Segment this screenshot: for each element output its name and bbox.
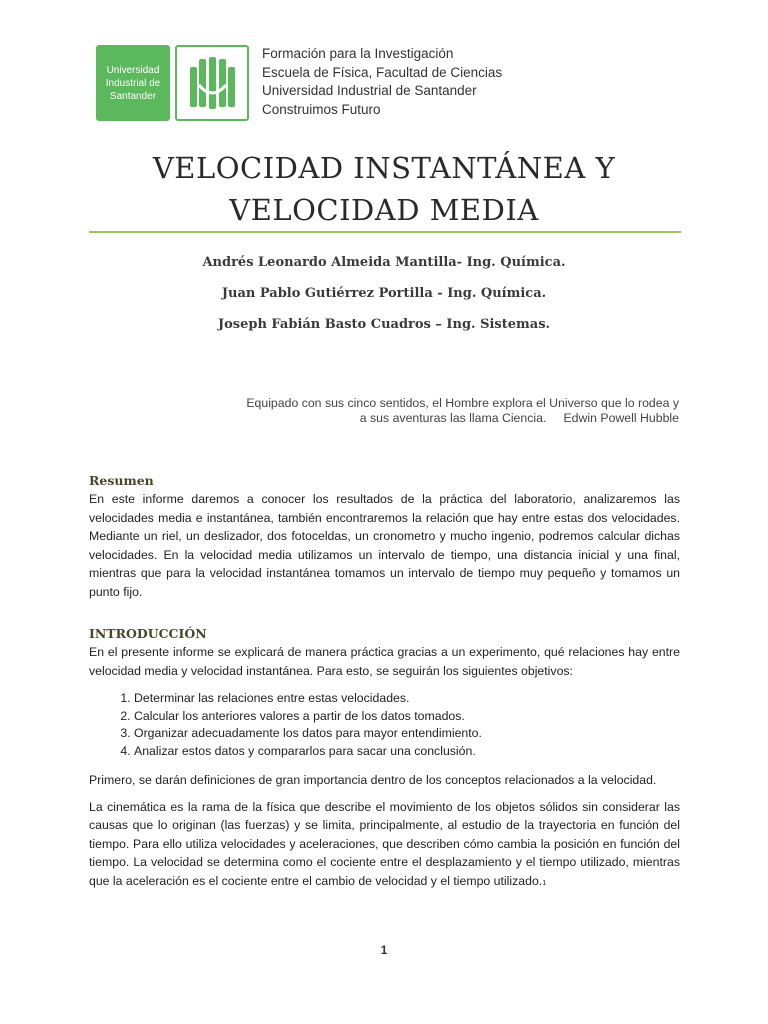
objective-item: 2. Calcular los anteriores valores a partir de los datos tomados. — [134, 708, 680, 726]
body-content — [89, 472, 680, 893]
page-number: 1 — [380, 943, 388, 957]
objective-item: 4. Analizar estos datos y compararlos para sacar una conclusión. — [134, 743, 680, 761]
header-line: Universidad Industrial de Santander — [262, 83, 477, 99]
introduction-text: En el presente informe se explicará de manera práctica gracias a un experimento, qué relaciones hay entre velocidad media y velocidad instantánea. Para esto, se seguirán los siguientes objetivos: — [89, 645, 680, 678]
footnote-reference[interactable]: 1 — [542, 879, 547, 887]
author: Joseph Fabián Basto Cuadros – Ing. Sistemas. — [217, 317, 551, 332]
logo-text-line: Industrial de — [105, 77, 161, 89]
uis-mark-icon — [185, 53, 239, 113]
abstract-text: En este informe daremos a conocer los resultados de la práctica del laboratorio, analizaremos las velocidades media e instantánea, también encontraremos la relación que hay entre estas dos velocidades. Mediante un riel, un deslizador, dos fotoceldas, un cronometro y mucho ingenio, podremos calcular dichas velocidades. En la velocidad media utilizamos un intervalo de tiempo, una distancia inicial y una final, mientras que para la velocidad instantánea tomamos un intervalo de tiempo muy pequeño y tomamos un punto fijo. — [89, 492, 680, 599]
logo-text-line: Santander — [109, 90, 157, 102]
epigraph-line-2: a sus aventuras las llama Ciencia. — [359, 411, 547, 425]
definitions-paragraph: Primero, se darán definiciones de gran importancia dentro de los conceptos relacionados a la velocidad. — [89, 773, 657, 787]
institution-header — [262, 45, 502, 119]
objective-item: 1. Determinar las relaciones entre estas velocidades. — [134, 690, 680, 708]
author: Andrés Leonardo Almeida Mantilla- Ing. Química. — [202, 255, 566, 270]
kinematics-text: La cinemática es la rama de la física que describe el movimiento de los objetos sólidos sin considerar las causas que lo originan (las fuerzas) y se limita, principalmente, al estudio de la trayectoria en función del tiempo. Para ello utiliza velocidades y aceleraciones, que describen cómo cambia la posición en función del tiempo. La velocidad se determina como el cociente entre el desplazamiento y el tiempo utilizado, mientras que la aceleración es el cociente entre el cambio de velocidad y el tiempo utilizado. — [89, 799, 680, 888]
title-line-2: VELOCIDAD MEDIA — [229, 193, 539, 227]
university-logo-badge — [96, 45, 170, 121]
title-line-1: VELOCIDAD INSTANTÁNEA Y — [152, 151, 616, 185]
header-line: Formación para la Investigación — [262, 46, 454, 61]
author-list — [0, 252, 768, 345]
document-title — [0, 147, 768, 231]
abstract-heading: Resumen — [89, 473, 154, 488]
objective-item: 3. Organizar adecuadamente los datos para mayor entendimiento. — [134, 725, 680, 743]
uis-logo — [175, 45, 249, 121]
kinematics-paragraph — [89, 798, 680, 894]
header-line: Escuela de Física, Facultad de Ciencias — [262, 64, 503, 80]
logo-text-line: Universidad — [106, 64, 160, 76]
title-divider — [89, 231, 681, 233]
objectives-list — [89, 690, 680, 760]
author: Juan Pablo Gutiérrez Portilla - Ing. Química. — [221, 286, 547, 301]
epigraph-author: Edwin Powell Hubble — [563, 411, 679, 425]
introduction-heading: INTRODUCCIÓN — [89, 626, 207, 641]
epigraph-line-1: Equipado con sus cinco sentidos, el Hombre explora el Universo que lo rodea y — [246, 396, 679, 410]
epigraph — [200, 396, 679, 426]
header-line: Construimos Futuro — [262, 101, 381, 117]
